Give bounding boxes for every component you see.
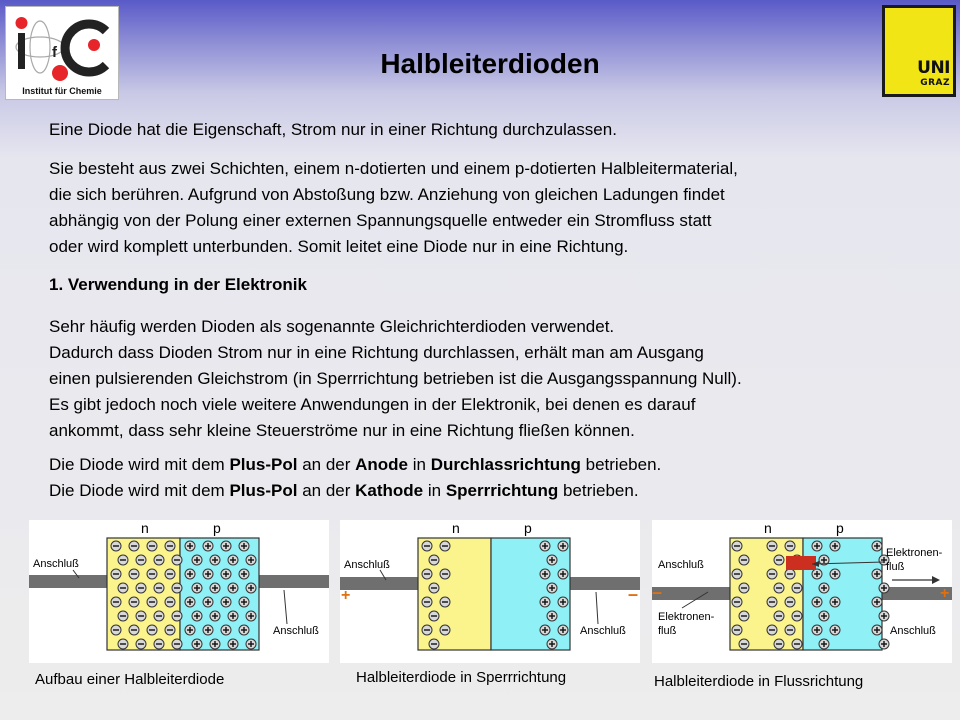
graz-text: GRAZ [920, 78, 950, 88]
structure-line-2: die sich berühren. Aufgrund von Abstoßung bzw. Anziehung von gleichen Ladungen findet [49, 185, 725, 204]
junction-highlight [786, 556, 816, 570]
minus-pole: – [628, 584, 639, 604]
usage-paragraph [49, 314, 939, 444]
uni-text: UNI [917, 58, 950, 78]
usage-line-5: ankommt, dass sehr kleine Steuerströme nur in eine Richtung fließen können. [49, 421, 635, 440]
polarity-line-1: Die Diode wird mit dem Plus-Pol an der Anode in Durchlassrichtung betrieben. [49, 455, 662, 474]
right-terminal-label: Anschluß [273, 625, 319, 637]
arrow-icon [932, 576, 940, 584]
caption-forward: Halbleiterdiode in Flussrichtung [654, 673, 864, 690]
caption-structure: Aufbau einer Halbleiterdiode [35, 671, 225, 688]
left-terminal [29, 575, 109, 588]
p-label: p [524, 520, 532, 536]
p-label: p [836, 520, 844, 536]
n-label: n [764, 520, 772, 536]
usage-line-3: einen pulsierenden Gleichstrom (in Sperrrichtung betrieben ist die Ausgangsspannung Null). [49, 369, 742, 388]
right-terminal [257, 575, 329, 588]
diode-forward-figure [652, 520, 952, 663]
minus-pole: – [652, 582, 663, 602]
svg-text:f: f [52, 44, 57, 61]
diode-structure-diagram [29, 520, 329, 663]
electron-flow-label-1: Elektronen- [886, 547, 943, 559]
structure-paragraph [49, 156, 939, 260]
usage-line-4: Es gibt jedoch noch viele weitere Anwendungen in der Elektronik, bei denen es darauf [49, 395, 696, 414]
caption-reverse: Halbleiterdiode in Sperrrichtung [356, 669, 567, 686]
left-terminal [340, 577, 420, 590]
diode-forward-diagram [652, 520, 952, 663]
electron-flow-label-2: fluß [886, 561, 905, 573]
ifc-logo [5, 6, 119, 100]
section-heading: 1. Verwendung in der Elektronik [49, 275, 307, 294]
usage-line-1: Sehr häufig werden Dioden als sogenannte Gleichrichterdioden verwendet. [49, 317, 615, 336]
pointer-line [284, 590, 287, 624]
electron-flow-label-4: fluß [658, 625, 677, 637]
ifc-logo-icon [6, 7, 118, 85]
n-label: n [141, 520, 149, 536]
usage-line-2: Dadurch dass Dioden Strom nur in eine Richtung durchlassen, erhält man am Ausgang [49, 343, 704, 362]
page-title: Halbleiterdioden [380, 48, 600, 79]
plus-pole: + [341, 587, 351, 604]
left-terminal-label: Anschluß [658, 559, 704, 571]
intro-paragraph: Eine Diode hat die Eigenschaft, Strom nur in einer Richtung durchzulassen. [49, 120, 617, 139]
diode-reverse-diagram [340, 520, 640, 663]
right-terminal-label: Anschluß [580, 625, 626, 637]
n-label: n [452, 520, 460, 536]
left-terminal [652, 587, 732, 600]
polarity-paragraph [49, 452, 939, 504]
ifc-caption: Institut für Chemie [22, 86, 102, 96]
plus-pole: + [940, 585, 950, 602]
right-terminal-label: Anschluß [890, 625, 936, 637]
structure-line-4: oder wird komplett unterbunden. Somit leitet eine Diode nur in eine Richtung. [49, 237, 629, 256]
p-region [491, 538, 570, 650]
left-terminal-label: Anschluß [33, 558, 79, 570]
uni-graz-logo [882, 5, 956, 97]
pointer-line [596, 592, 598, 624]
structure-line-1: Sie besteht aus zwei Schichten, einem n-dotierten und einem p-dotierten Halbleitermaterial, [49, 159, 738, 178]
diode-structure-figure [29, 520, 329, 663]
uni-graz-logo-icon [885, 8, 953, 94]
diode-reverse-figure [340, 520, 640, 663]
electron-flow-label-3: Elektronen- [658, 611, 715, 623]
structure-line-3: abhängig von der Polung einer externen Spannungsquelle entweder ein Stromfluss statt [49, 211, 712, 230]
left-terminal-label: Anschluß [344, 559, 390, 571]
polarity-line-2: Die Diode wird mit dem Plus-Pol an der Kathode in Sperrrichtung betrieben. [49, 481, 639, 500]
p-label: p [213, 520, 221, 536]
